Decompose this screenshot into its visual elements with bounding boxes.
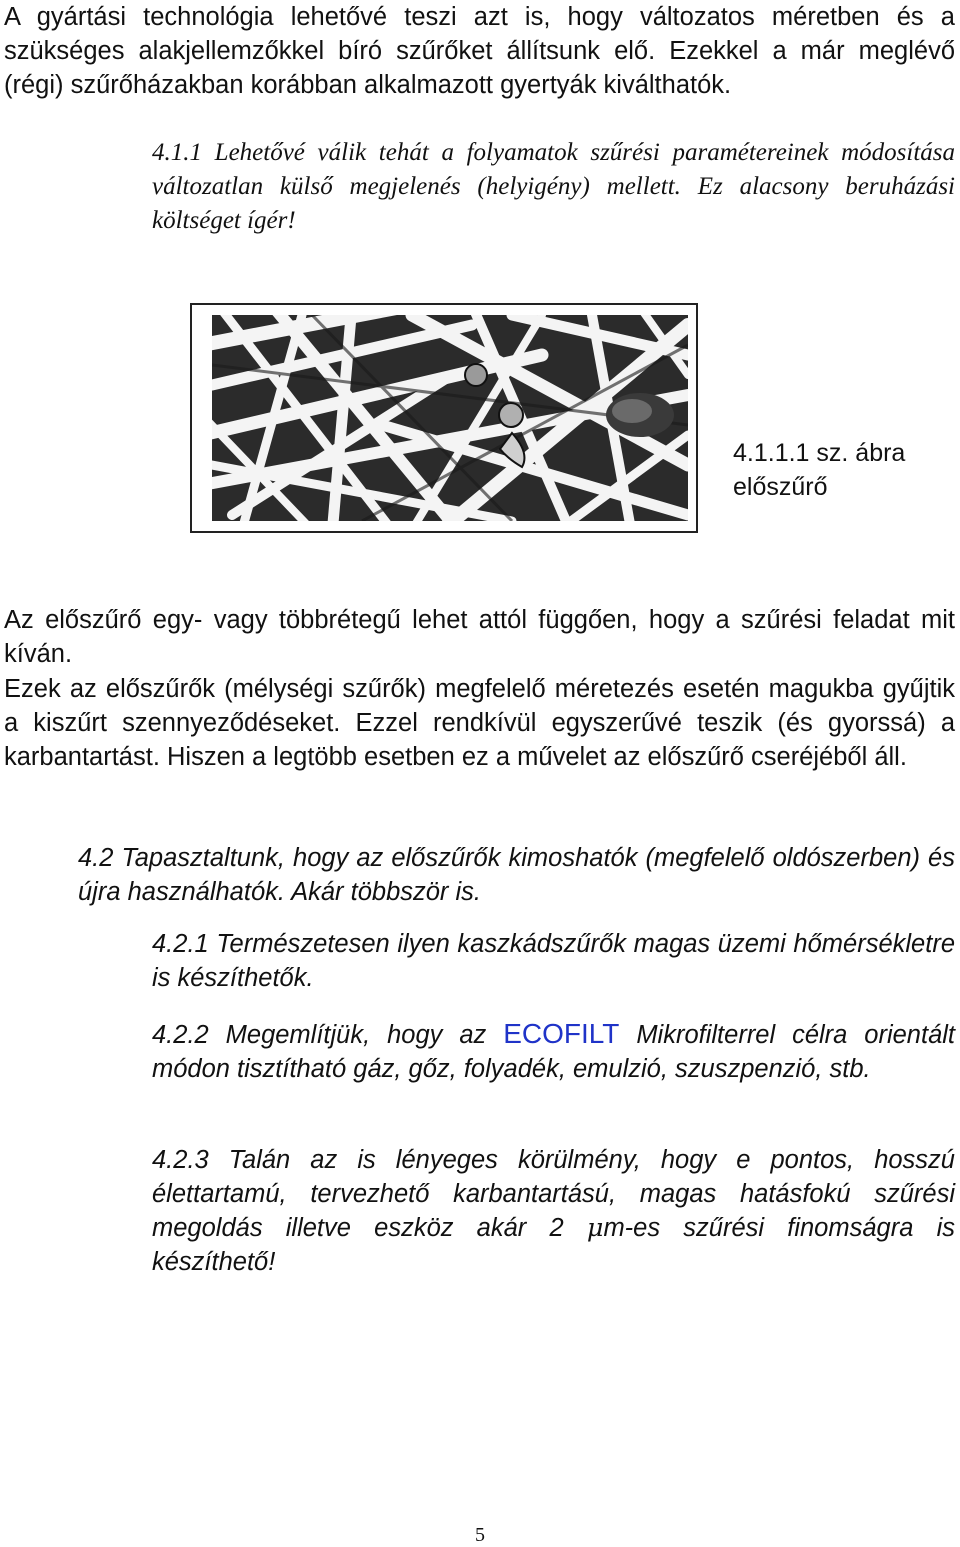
page-number: 5 (475, 1524, 485, 1546)
intro-paragraph: A gyártási technológia lehetővé teszi azt is, hogy változatos méretben és a szükséges alakjellemzőkkel bíró szűrőket állítsunk elő. Ezekkel a már meglévő (régi) szűrőházakban korábban alkalmazott gyertyák kiválthatók. (4, 3, 955, 99)
section-4-2-3-paragraph (152, 1143, 955, 1279)
section-4-2-1-paragraph: 4.2.1 Természetesen ilyen kaszkádszűrők magas üzemi hőmérsékletre is készíthetők. (152, 930, 955, 992)
figure-caption (733, 436, 905, 504)
micro-symbol: μ (586, 1213, 604, 1243)
section-4-1-1-paragraph: 4.1.1 Lehetővé válik tehát a folyamatok szűrési paramétereinek módosítása változatlan külső megjelenés (helyigény) mellett. Ez alacsony beruházási költséget ígér! (152, 139, 955, 234)
prefilter-layers-paragraph: Az előszűrő egy- vagy többrétegű lehet attól függően, hogy a szűrési feladat mit kíván. (4, 606, 955, 668)
figure-title: előszűrő (733, 473, 828, 501)
section-4-2-paragraph: 4.2 Tapasztaltunk, hogy az előszűrők kimoshatók (megfelelő oldószerben) és újra használhatók. Akár többször is. (78, 844, 955, 906)
prefilter-photo (190, 303, 698, 533)
section-4-2-2-text-after: Mikrofilterrel célra orientált módon tisztítható gáz, gőz, folyadék, emulzió, szuszpenzió, stb. (152, 1021, 955, 1083)
fiber-mesh-image (212, 315, 688, 521)
figure-number: 4.1.1.1 sz. ábra (733, 439, 906, 467)
section-4-2-2-text-before: 4.2.2 Megemlítjük, hogy az (152, 1021, 487, 1049)
section-4-2-3-text-before: 4.2.3 Talán az is lényeges körülmény, hogy e pontos, hosszú élettartamú, tervezhető karbantartású, magas hatásfokú szűrési megoldás illetve eszköz akár 2 (152, 1146, 955, 1242)
section-4-2-3-text-after: m-es szűrési finomságra is készíthető! (152, 1214, 955, 1276)
ecofilt-brand-name: ECOFILT (503, 1018, 620, 1049)
maintenance-paragraph: Ezek az előszűrők (mélységi szűrők) megfelelő méretezés esetén magukba gyűjtik a kiszűrt szennyeződéseket. Ezzel rendkívül egyszerűvé teszik (és gyorssá) a karbantartást. Hiszen a legtöbb esetben ez a művelet az előszűrő cseréjéből áll. (4, 675, 955, 771)
section-4-2-2-paragraph (152, 1017, 955, 1086)
